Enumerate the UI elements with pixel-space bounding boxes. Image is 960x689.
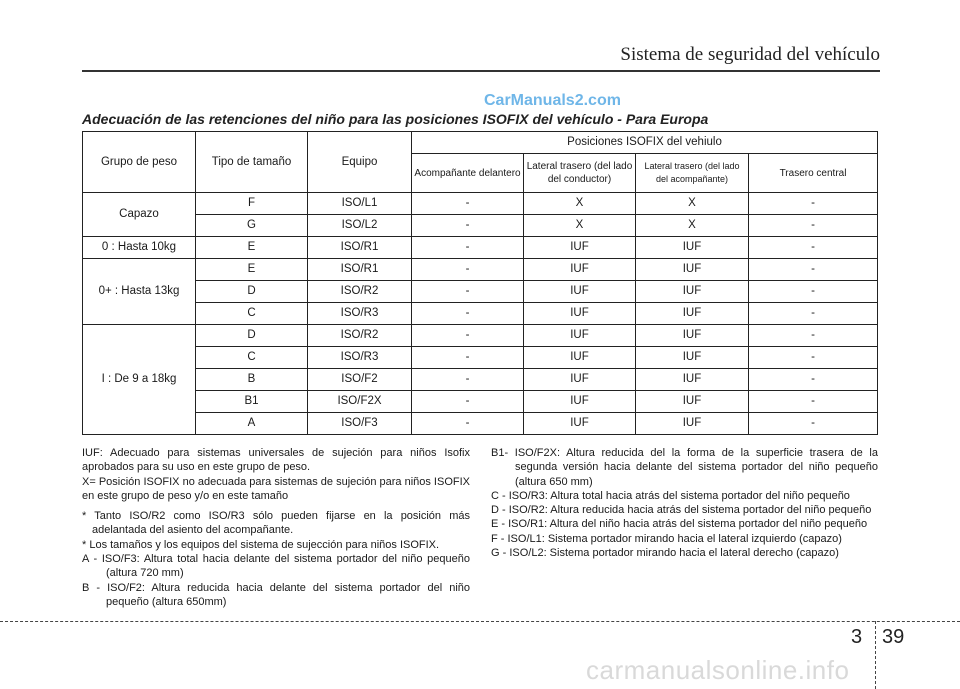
rear-driver-side-cell: X: [524, 193, 636, 215]
note-c: C - ISO/R3: Altura total hacia atrás del sistema portador del niño pequeño: [491, 489, 850, 502]
rear-passenger-side-cell: IUF: [636, 391, 749, 413]
rear-driver-side-cell: IUF: [524, 325, 636, 347]
watermark-bottom: carmanualsonline.info: [586, 655, 850, 685]
header-equipment: Equipo: [308, 132, 412, 193]
size-type-cell: E: [196, 259, 308, 281]
front-passenger-cell: -: [412, 347, 524, 369]
notes-left-column: [82, 446, 470, 609]
rear-center-cell: -: [749, 237, 878, 259]
rear-passenger-side-cell: IUF: [636, 325, 749, 347]
isofix-suitability-table: [82, 131, 878, 435]
rear-driver-side-cell: IUF: [524, 369, 636, 391]
front-passenger-cell: -: [412, 215, 524, 237]
rear-driver-side-cell: IUF: [524, 413, 636, 435]
watermark-top: CarManuals2.com: [484, 92, 621, 109]
front-passenger-cell: -: [412, 369, 524, 391]
equipment-cell: ISO/F2: [308, 369, 412, 391]
equipment-cell: ISO/R3: [308, 303, 412, 325]
rear-passenger-side-cell: X: [636, 193, 749, 215]
rear-center-cell: -: [749, 303, 878, 325]
rear-passenger-side-cell: IUF: [636, 259, 749, 281]
front-passenger-cell: -: [412, 391, 524, 413]
front-passenger-cell: -: [412, 237, 524, 259]
header-weight-group: Grupo de peso: [83, 132, 196, 193]
front-passenger-cell: -: [412, 303, 524, 325]
equipment-cell: ISO/L2: [308, 215, 412, 237]
rear-passenger-side-cell: X: [636, 215, 749, 237]
note-iuf: IUF: Adecuado para sistemas universales de sujeción para niños Isofix aprobados para su uso en este grupo de peso.: [82, 447, 470, 474]
table-row: [83, 193, 878, 215]
header-rear-passenger-side: Lateral trasero (del lado del acompañante): [636, 154, 749, 193]
weight-group-cell: Capazo: [83, 193, 196, 237]
rear-center-cell: -: [749, 347, 878, 369]
table-row: [83, 347, 878, 369]
notes-right-column: [491, 446, 878, 560]
footer-page-divider: [875, 621, 876, 689]
table-row: [83, 413, 878, 435]
rear-passenger-side-cell: IUF: [636, 281, 749, 303]
header-rear-driver-side: Lateral trasero (del lado del conductor): [524, 154, 636, 193]
size-type-cell: G: [196, 215, 308, 237]
chapter-number: 3: [851, 626, 863, 648]
note-b: B - ISO/F2: Altura reducida hacia delante del sistema portador del niño pequeño (altura 650mm): [82, 581, 470, 608]
rear-driver-side-cell: IUF: [524, 281, 636, 303]
size-type-cell: D: [196, 325, 308, 347]
size-type-cell: B: [196, 369, 308, 391]
header-size-type: Tipo de tamaño: [196, 132, 308, 193]
equipment-cell: ISO/F3: [308, 413, 412, 435]
size-type-cell: E: [196, 237, 308, 259]
rear-passenger-side-cell: IUF: [636, 369, 749, 391]
rear-driver-side-cell: IUF: [524, 237, 636, 259]
size-type-cell: A: [196, 413, 308, 435]
rear-center-cell: -: [749, 215, 878, 237]
rear-passenger-side-cell: IUF: [636, 237, 749, 259]
size-type-cell: B1: [196, 391, 308, 413]
front-passenger-cell: -: [412, 281, 524, 303]
rear-center-cell: -: [749, 259, 878, 281]
equipment-cell: ISO/L1: [308, 193, 412, 215]
note-a: A - ISO/F3: Altura total hacia delante del sistema portador del niño pequeño (altura 720 mm): [82, 553, 470, 580]
size-type-cell: C: [196, 347, 308, 369]
note-x: X= Posición ISOFIX no adecuada para sistemas de sujeción para niños ISOFIX en este grupo de peso y/o en este tamaño: [82, 475, 470, 502]
table-row: [83, 369, 878, 391]
rear-center-cell: -: [749, 391, 878, 413]
header-rule: [82, 70, 880, 72]
rear-center-cell: -: [749, 281, 878, 303]
rear-driver-side-cell: IUF: [524, 347, 636, 369]
footer-dashed-rule: [0, 621, 960, 622]
rear-center-cell: -: [749, 325, 878, 347]
rear-driver-side-cell: IUF: [524, 391, 636, 413]
equipment-cell: ISO/R1: [308, 259, 412, 281]
size-type-cell: F: [196, 193, 308, 215]
rear-center-cell: -: [749, 193, 878, 215]
weight-group-cell: I : De 9 a 18kg: [83, 325, 196, 435]
equipment-cell: ISO/R2: [308, 325, 412, 347]
size-type-cell: C: [196, 303, 308, 325]
header-front-passenger: Acompañante delantero: [412, 154, 524, 193]
note-f: F - ISO/L1: Sistema portador mirando hacia el lateral izquierdo (capazo): [491, 532, 842, 545]
note-b1: B1- ISO/F2X: Altura reducida del la forma de la superficie trasera de la segunda versión hacia delante del sistema portador del niño pequeño (altura 650 mm): [491, 447, 878, 488]
front-passenger-cell: -: [412, 325, 524, 347]
rear-driver-side-cell: X: [524, 215, 636, 237]
rear-passenger-side-cell: IUF: [636, 303, 749, 325]
front-passenger-cell: -: [412, 193, 524, 215]
section-title: Adecuación de las retenciones del niño para las posiciones ISOFIX del vehículo - Para Europa: [82, 111, 709, 127]
weight-group-cell: 0+ : Hasta 13kg: [83, 259, 196, 325]
weight-group-cell: 0 : Hasta 10kg: [83, 237, 196, 259]
table-row: [83, 325, 878, 347]
front-passenger-cell: -: [412, 259, 524, 281]
header-isofix-positions: Posiciones ISOFIX del vehiulo: [412, 132, 878, 154]
size-type-cell: D: [196, 281, 308, 303]
table-row: [83, 391, 878, 413]
rear-driver-side-cell: IUF: [524, 259, 636, 281]
note-star-1: * Tanto ISO/R2 como ISO/R3 sólo pueden fijarse en la posición más adelantada del asiento del acompañante.: [82, 510, 470, 537]
page-number: 39: [882, 626, 905, 648]
page-header-title: Sistema de seguridad del vehículo: [620, 44, 880, 65]
note-e: E - ISO/R1: Altura del niño hacia atrás del sistema portador del niño pequeño: [491, 518, 868, 531]
header-rear-center: Trasero central: [749, 154, 878, 193]
table-row: [83, 215, 878, 237]
equipment-cell: ISO/R3: [308, 347, 412, 369]
note-d: D - ISO/R2: Altura reducida hacia atrás del sistema portador del niño pequeño: [491, 504, 872, 517]
front-passenger-cell: -: [412, 413, 524, 435]
table-row: [83, 237, 878, 259]
rear-center-cell: -: [749, 369, 878, 391]
table-row: [83, 303, 878, 325]
table-row: [83, 259, 878, 281]
rear-center-cell: -: [749, 413, 878, 435]
note-star-2: * Los tamaños y los equipos del sistema de sujección para niños ISOFIX.: [82, 538, 440, 551]
equipment-cell: ISO/R2: [308, 281, 412, 303]
rear-passenger-side-cell: IUF: [636, 347, 749, 369]
rear-driver-side-cell: IUF: [524, 303, 636, 325]
equipment-cell: ISO/R1: [308, 237, 412, 259]
note-g: G - ISO/L2: Sistema portador mirando hacia el lateral derecho (capazo): [491, 547, 839, 560]
equipment-cell: ISO/F2X: [308, 391, 412, 413]
rear-passenger-side-cell: IUF: [636, 413, 749, 435]
table-row: [83, 281, 878, 303]
